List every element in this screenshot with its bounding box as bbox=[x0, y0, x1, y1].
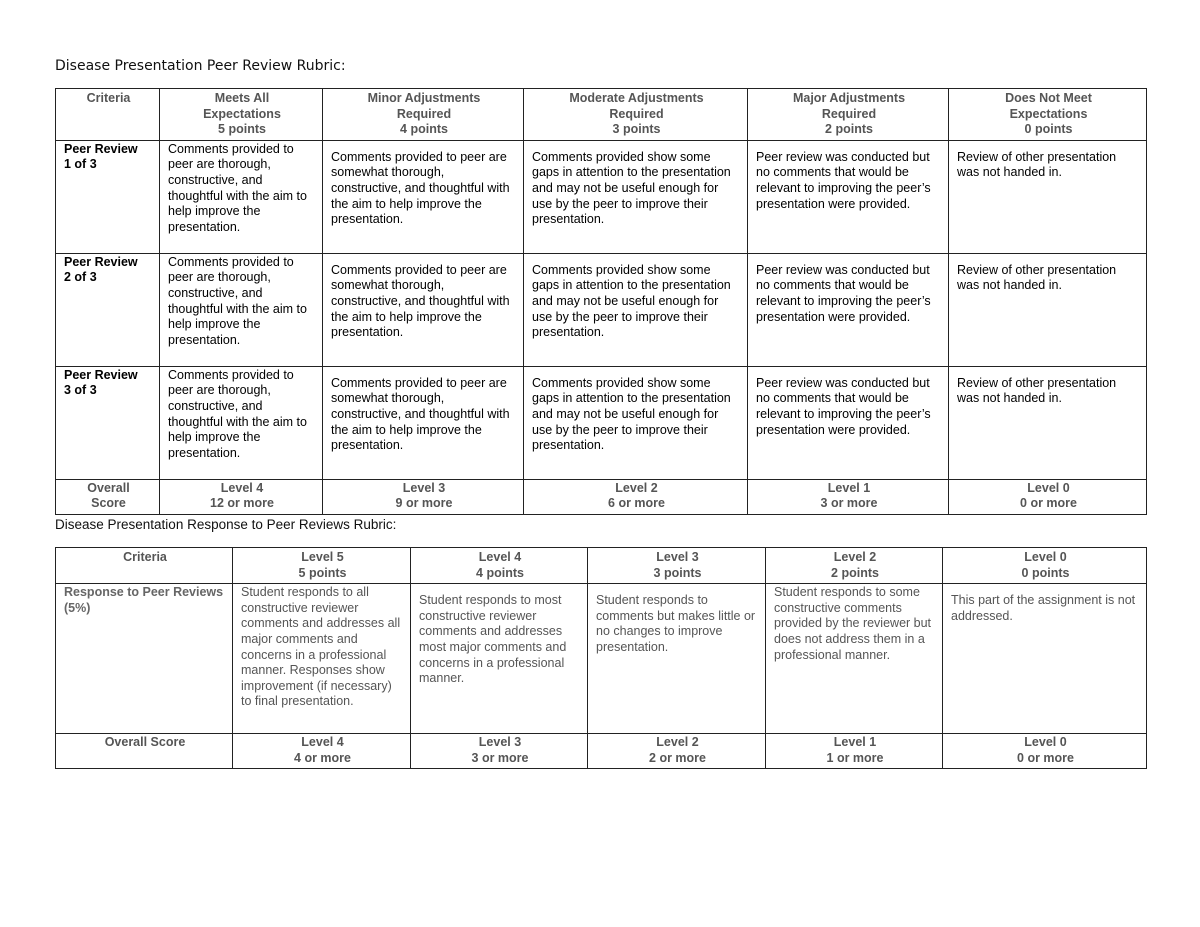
rubric-cell: Comments provided to peer are thorough, constructive, and thoughtful with the aim to help improve the presentation. bbox=[160, 140, 323, 253]
score-line: Level 2 bbox=[615, 480, 658, 495]
header-line: 0 points bbox=[1024, 122, 1073, 137]
score-cell bbox=[949, 479, 1147, 514]
rubric-cell: Peer review was conducted but no comments that would be relevant to improving the peer’s presentation were provided. bbox=[748, 253, 949, 366]
table-row bbox=[56, 366, 1147, 479]
header-line: Required bbox=[396, 106, 452, 121]
rubric-cell: Student responds to all constructive reviewer comments and addresses all major comments and concerns in a professional manner. Responses show improvement (if necessary) to final presentation. bbox=[233, 584, 411, 734]
header-line: 0 points bbox=[1021, 565, 1070, 580]
score-line: Level 1 bbox=[827, 480, 871, 495]
rubric-cell: Comments provided show some gaps in attention to the presentation and may not be useful enough for use by the peer to improve their presentation. bbox=[524, 366, 748, 479]
score-line: Level 4 bbox=[220, 480, 264, 495]
rubric-cell: Review of other presentation was not handed in. bbox=[949, 140, 1147, 253]
header-line: Level 2 bbox=[833, 550, 877, 564]
header-criteria bbox=[56, 89, 160, 141]
criteria-line: 2 of 3 bbox=[64, 270, 97, 285]
score-cell bbox=[588, 734, 766, 769]
score-line: 9 or more bbox=[395, 496, 453, 511]
score-line: 2 or more bbox=[649, 750, 706, 765]
header-line: Meets All bbox=[214, 91, 270, 105]
rubric-cell: Student responds to some constructive comments provided by the reviewer but does not address them in a professional manner. bbox=[766, 584, 943, 734]
score-line: 0 or more bbox=[1020, 496, 1077, 511]
rubric-cell: Comments provided show some gaps in attention to the presentation and may not be useful enough for use by the peer to improve their presentation. bbox=[524, 253, 748, 366]
score-line: Score bbox=[91, 496, 126, 511]
header-line: Level 0 bbox=[1024, 550, 1067, 564]
rubric-cell: Peer review was conducted but no comments that would be relevant to improving the peer’s presentation were provided. bbox=[748, 140, 949, 253]
criteria-cell: Response to Peer Reviews (5%) bbox=[56, 584, 233, 734]
overall-score-row bbox=[56, 734, 1147, 769]
score-line: Overall Score bbox=[104, 735, 186, 750]
overall-score-row bbox=[56, 479, 1147, 514]
rubric-cell: Comments provided to peer are somewhat thorough, constructive, and thoughtful with the aim to help improve the presentation. bbox=[323, 140, 524, 253]
score-line: Level 3 bbox=[402, 480, 446, 495]
header-line: Minor Adjustments bbox=[367, 91, 481, 105]
header-moderate-adjustments bbox=[524, 89, 748, 141]
score-line: Level 4 bbox=[301, 735, 344, 750]
criteria-line: Peer Review bbox=[64, 367, 138, 382]
score-line: Overall bbox=[87, 480, 130, 495]
score-line: Level 2 bbox=[656, 735, 699, 750]
criteria-line: Peer Review bbox=[64, 254, 138, 269]
header-line: 3 points bbox=[612, 122, 661, 137]
rubric-cell: Peer review was conducted but no comments that would be relevant to improving the peer’s presentation were provided. bbox=[748, 366, 949, 479]
header-line: 5 points bbox=[218, 122, 266, 137]
score-line: 12 or more bbox=[210, 496, 274, 511]
criteria-line: 3 of 3 bbox=[64, 383, 97, 398]
rubric-cell: This part of the assignment is not addressed. bbox=[943, 584, 1147, 734]
table-row bbox=[56, 584, 1147, 734]
header-line: 4 points bbox=[476, 565, 524, 580]
rubric-cell: Comments provided to peer are thorough, constructive, and thoughtful with the aim to help improve the presentation. bbox=[160, 253, 323, 366]
header-level-4 bbox=[411, 548, 588, 584]
header-line: Level 3 bbox=[656, 550, 699, 564]
response-rubric-table bbox=[55, 547, 1147, 769]
score-cell bbox=[766, 734, 943, 769]
score-line: Level 0 bbox=[1027, 480, 1070, 495]
score-cell bbox=[411, 734, 588, 769]
header-line: Does Not Meet bbox=[1005, 91, 1092, 105]
score-line: 1 or more bbox=[826, 750, 884, 765]
header-line: 2 points bbox=[831, 565, 879, 580]
rubric-cell: Comments provided to peer are somewhat thorough, constructive, and thoughtful with the aim to help improve the presentation. bbox=[323, 366, 524, 479]
score-cell bbox=[748, 479, 949, 514]
header-criteria bbox=[56, 548, 233, 584]
criteria-line: 1 of 3 bbox=[64, 157, 97, 172]
header-minor-adjustments bbox=[323, 89, 524, 141]
header-line: 5 points bbox=[298, 565, 347, 580]
table-row bbox=[56, 140, 1147, 253]
score-cell bbox=[160, 479, 323, 514]
header-line: 3 points bbox=[653, 565, 702, 580]
score-line: Level 1 bbox=[833, 735, 877, 750]
header-line: 2 points bbox=[825, 122, 873, 137]
header-line: Expectations bbox=[203, 106, 281, 121]
header-level-3 bbox=[588, 548, 766, 584]
header-major-adjustments bbox=[748, 89, 949, 141]
rubric-cell: Student responds to most constructive reviewer comments and addresses most major comments and concerns in a professional manner. bbox=[411, 584, 588, 734]
score-line: Level 3 bbox=[478, 735, 522, 750]
header-line: Moderate Adjustments bbox=[569, 91, 704, 105]
table-header-row bbox=[56, 89, 1147, 141]
rubric-cell: Comments provided to peer are somewhat thorough, constructive, and thoughtful with the aim to help improve the presentation. bbox=[323, 253, 524, 366]
rubric1-title: Disease Presentation Peer Review Rubric: bbox=[55, 58, 346, 74]
criteria-cell bbox=[56, 366, 160, 479]
rubric2-title: Disease Presentation Response to Peer Reviews Rubric: bbox=[55, 517, 397, 532]
score-cell bbox=[524, 479, 748, 514]
header-line: Major Adjustments bbox=[792, 91, 906, 105]
criteria-line: Peer Review bbox=[64, 141, 138, 156]
table-header-row bbox=[56, 548, 1147, 584]
rubric-cell: Review of other presentation was not handed in. bbox=[949, 253, 1147, 366]
header-level-2 bbox=[766, 548, 943, 584]
header-meets-all bbox=[160, 89, 323, 141]
header-level-5 bbox=[233, 548, 411, 584]
score-line: 6 or more bbox=[608, 496, 665, 511]
criteria-cell bbox=[56, 253, 160, 366]
score-label-cell bbox=[56, 734, 233, 769]
header-line: Level 4 bbox=[478, 550, 522, 564]
score-line: 0 or more bbox=[1017, 750, 1074, 765]
rubric-cell: Review of other presentation was not handed in. bbox=[949, 366, 1147, 479]
rubric-cell: Comments provided show some gaps in attention to the presentation and may not be useful enough for use by the peer to improve their presentation. bbox=[524, 140, 748, 253]
score-cell bbox=[323, 479, 524, 514]
header-does-not-meet bbox=[949, 89, 1147, 141]
header-level-0 bbox=[943, 548, 1147, 584]
score-cell bbox=[943, 734, 1147, 769]
score-cell bbox=[233, 734, 411, 769]
header-line: Level 5 bbox=[301, 550, 344, 564]
criteria-cell bbox=[56, 140, 160, 253]
rubric-cell: Comments provided to peer are thorough, constructive, and thoughtful with the aim to help improve the presentation. bbox=[160, 366, 323, 479]
peer-review-rubric-table bbox=[55, 88, 1147, 515]
score-line: 3 or more bbox=[820, 496, 878, 511]
header-line: 4 points bbox=[400, 122, 448, 137]
score-line: Level 0 bbox=[1024, 735, 1067, 750]
header-line: Criteria bbox=[123, 550, 167, 564]
header-line: Required bbox=[609, 106, 664, 121]
score-line: 3 or more bbox=[471, 750, 529, 765]
header-line: Expectations bbox=[1009, 106, 1088, 121]
table-row bbox=[56, 253, 1147, 366]
score-line: 4 or more bbox=[294, 750, 351, 765]
header-line: Required bbox=[821, 106, 877, 121]
header-line: Criteria bbox=[86, 91, 131, 105]
rubric-cell: Student responds to comments but makes little or no changes to improve presentation. bbox=[588, 584, 766, 734]
score-label-cell bbox=[56, 479, 160, 514]
